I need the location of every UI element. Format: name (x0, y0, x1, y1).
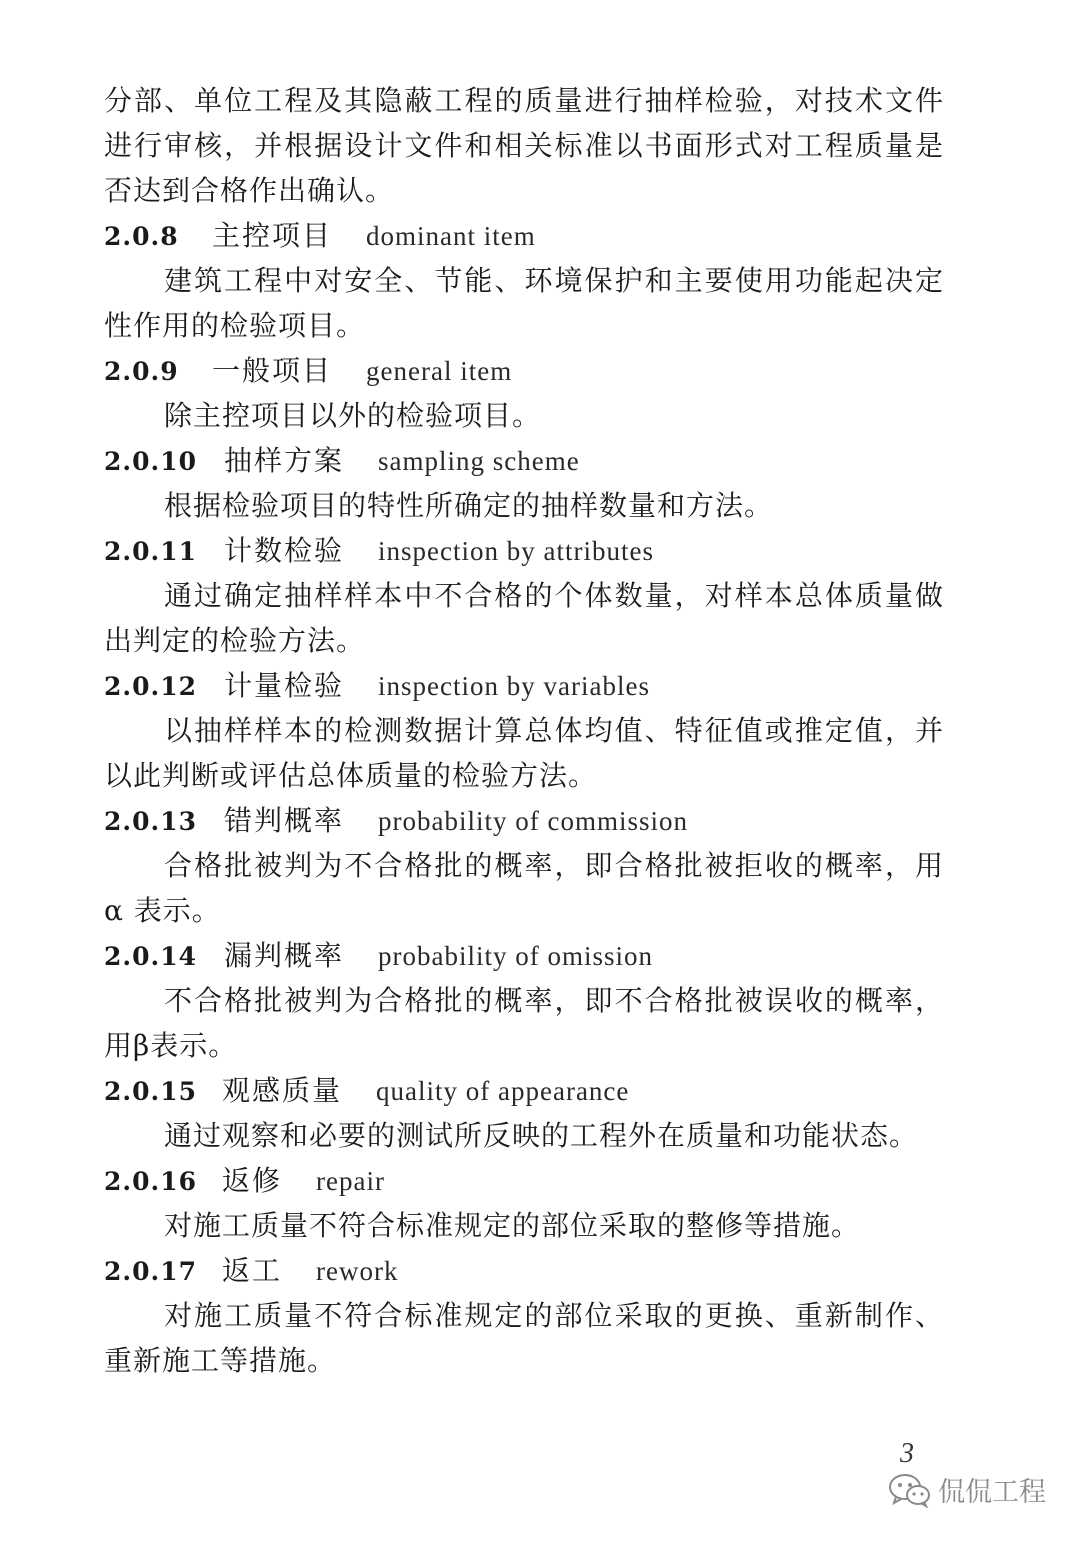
term-chinese: 主控项目 (212, 219, 333, 252)
term-english: inspection by attributes (378, 536, 654, 566)
definition-line: 对施工质量不符合标准规定的部位采取的更换、重新制作、 (164, 1299, 944, 1332)
term-entry (104, 798, 944, 933)
term-entry (104, 1248, 944, 1383)
term-entry (104, 933, 944, 1068)
watermark-text: 侃侃工程 (938, 1477, 1046, 1508)
term-chinese: 一般项目 (212, 354, 333, 387)
term-chinese: 计数检验 (224, 534, 345, 567)
definition-line: 合格批被判为不合格批的概率，即合格批被拒收的概率，用 (164, 849, 944, 882)
definition-line: 建筑工程中对安全、节能、环境保护和主要使用功能起决定 (164, 264, 944, 297)
term-number: 2.0.16 (104, 1167, 197, 1196)
intro-line: 进行审核，并根据设计文件和相关标准以书面形式对工程质量是 (104, 129, 944, 162)
term-definition (104, 1113, 944, 1158)
term-entry (104, 1068, 944, 1158)
term-chinese: 漏判概率 (224, 939, 345, 972)
term-definition (104, 573, 944, 663)
term-entry (104, 663, 944, 798)
term-entry (104, 348, 944, 438)
term-chinese: 返修 (222, 1164, 283, 1197)
term-english: rework (316, 1256, 399, 1286)
term-heading (104, 1248, 944, 1293)
term-heading (104, 213, 944, 258)
term-entry (104, 213, 944, 348)
term-english: sampling scheme (378, 446, 580, 476)
term-english: dominant item (366, 221, 536, 251)
term-number: 2.0.13 (104, 807, 197, 836)
term-heading (104, 663, 944, 708)
term-number: 2.0.15 (104, 1077, 197, 1106)
term-english: probability of commission (378, 806, 688, 836)
term-heading (104, 528, 944, 573)
definition-line: α 表示。 (104, 894, 221, 927)
definition-line: 用β表示。 (104, 1029, 238, 1062)
intro-line: 分部、单位工程及其隐蔽工程的质量进行抽样检验，对技术文件 (104, 84, 944, 117)
term-number: 2.0.9 (104, 357, 179, 386)
definition-line: 以抽样样本的检测数据计算总体均值、特征值或推定值，并 (164, 714, 944, 747)
term-heading (104, 798, 944, 843)
term-number: 2.0.14 (104, 942, 197, 971)
definition-line: 根据检验项目的特性所确定的抽样数量和方法。 (164, 489, 774, 522)
term-number: 2.0.11 (104, 537, 197, 566)
term-entry (104, 438, 944, 528)
definition-line: 重新施工等措施。 (104, 1344, 337, 1377)
term-english: quality of appearance (376, 1076, 630, 1106)
watermark (888, 1470, 1046, 1509)
term-entry (104, 1158, 944, 1248)
term-number: 2.0.8 (104, 222, 179, 251)
term-chinese: 抽样方案 (224, 444, 345, 477)
term-definition (104, 483, 944, 528)
definition-line: 通过观察和必要的测试所反映的工程外在质量和功能状态。 (164, 1119, 919, 1152)
term-heading (104, 933, 944, 978)
term-definition (104, 1293, 944, 1383)
term-english: inspection by variables (378, 671, 650, 701)
term-definition (104, 978, 944, 1068)
term-heading (104, 438, 944, 483)
definition-line: 不合格批被判为合格批的概率，即不合格批被误收的概率， (164, 984, 944, 1017)
term-definition (104, 393, 944, 438)
term-english: repair (316, 1166, 385, 1196)
definition-line: 通过确定抽样样本中不合格的个体数量，对样本总体质量做 (164, 579, 944, 612)
term-number: 2.0.17 (104, 1257, 197, 1286)
term-chinese: 返工 (222, 1254, 283, 1287)
term-definition (104, 708, 944, 798)
term-chinese: 观感质量 (222, 1074, 343, 1107)
page-number: 3 (900, 1438, 914, 1469)
term-english: general item (366, 356, 513, 386)
term-english: probability of omission (378, 941, 654, 971)
term-definition (104, 258, 944, 348)
term-heading (104, 1158, 944, 1203)
intro-line: 否达到合格作出确认。 (104, 174, 395, 207)
term-heading (104, 1068, 944, 1113)
term-definition (104, 843, 944, 933)
wechat-icon (888, 1472, 932, 1508)
term-chinese: 计量检验 (224, 669, 345, 702)
term-chinese: 错判概率 (224, 804, 345, 837)
intro-paragraph (104, 78, 944, 213)
term-number: 2.0.12 (104, 672, 197, 701)
document-page (104, 78, 944, 1383)
term-heading (104, 348, 944, 393)
definition-line: 出判定的检验方法。 (104, 624, 366, 657)
definition-line: 以此判断或评估总体质量的检验方法。 (104, 759, 598, 792)
term-number: 2.0.10 (104, 447, 197, 476)
definition-line: 性作用的检验项目。 (104, 309, 366, 342)
term-entry (104, 528, 944, 663)
term-definition (104, 1203, 944, 1248)
definition-line: 对施工质量不符合标准规定的部位采取的整修等措施。 (164, 1209, 861, 1242)
definition-line: 除主控项目以外的检验项目。 (164, 399, 542, 432)
